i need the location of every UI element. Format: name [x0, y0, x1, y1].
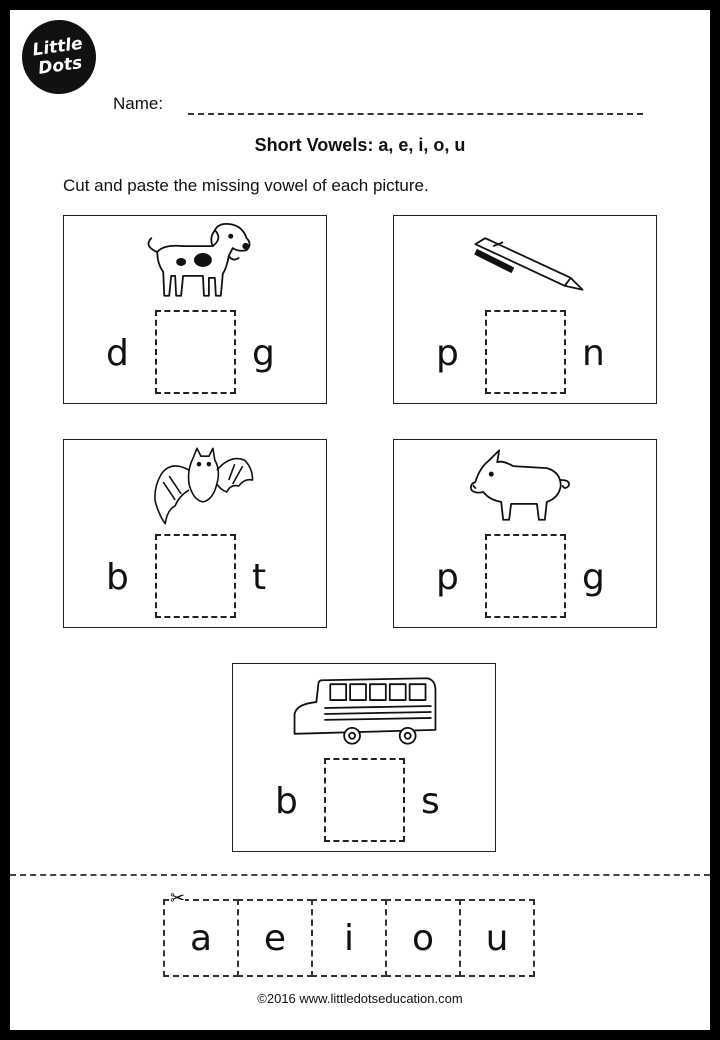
letter-right: n: [582, 333, 605, 374]
word-card-bus: [232, 663, 496, 852]
logo-line-2: Dots: [37, 52, 84, 79]
letter-right: g: [582, 557, 605, 598]
vowel-paste-slot[interactable]: [155, 310, 236, 394]
logo-line-1: Little: [31, 33, 84, 61]
little-dots-logo: [17, 15, 101, 99]
vowel-tile-a[interactable]: a: [163, 899, 239, 977]
letter-right: g: [252, 333, 275, 374]
name-field[interactable]: [188, 113, 643, 115]
word-card-bat: [63, 439, 327, 628]
letter-left: d: [106, 333, 129, 374]
bat-icon: [64, 440, 326, 530]
letter-left: p: [436, 333, 459, 374]
word-card-dog: [63, 215, 327, 404]
letter-left: b: [275, 781, 298, 822]
scissors-icon: ✂: [170, 888, 186, 909]
vowel-paste-slot[interactable]: [485, 534, 566, 618]
vowel-paste-slot[interactable]: [485, 310, 566, 394]
vowel-cutout-strip: [163, 899, 533, 977]
pen-icon: [394, 216, 656, 306]
letter-left: b: [106, 557, 129, 598]
vowel-paste-slot[interactable]: [155, 534, 236, 618]
vowel-tile-i[interactable]: i: [311, 899, 387, 977]
worksheet-page: [10, 10, 710, 1030]
pig-icon: [394, 440, 656, 530]
bus-icon: [233, 664, 495, 754]
page-title: Short Vowels: a, e, i, o, u: [254, 135, 466, 155]
cut-line: [10, 874, 710, 876]
word-card-pig: [393, 439, 657, 628]
vowel-tile-e[interactable]: e: [237, 899, 313, 977]
instructions: Cut and paste the missing vowel of each picture.: [63, 176, 429, 195]
copyright-footer: ©2016 www.littledotseducation.com: [257, 991, 463, 1006]
vowel-tile-u[interactable]: u: [459, 899, 535, 977]
name-label: Name:: [113, 94, 164, 113]
vowel-paste-slot[interactable]: [324, 758, 405, 842]
letter-right: t: [252, 557, 267, 598]
vowel-tile-o[interactable]: o: [385, 899, 461, 977]
letter-right: s: [421, 781, 440, 822]
word-card-pen: [393, 215, 657, 404]
dog-icon: [64, 216, 326, 306]
letter-left: p: [436, 557, 459, 598]
